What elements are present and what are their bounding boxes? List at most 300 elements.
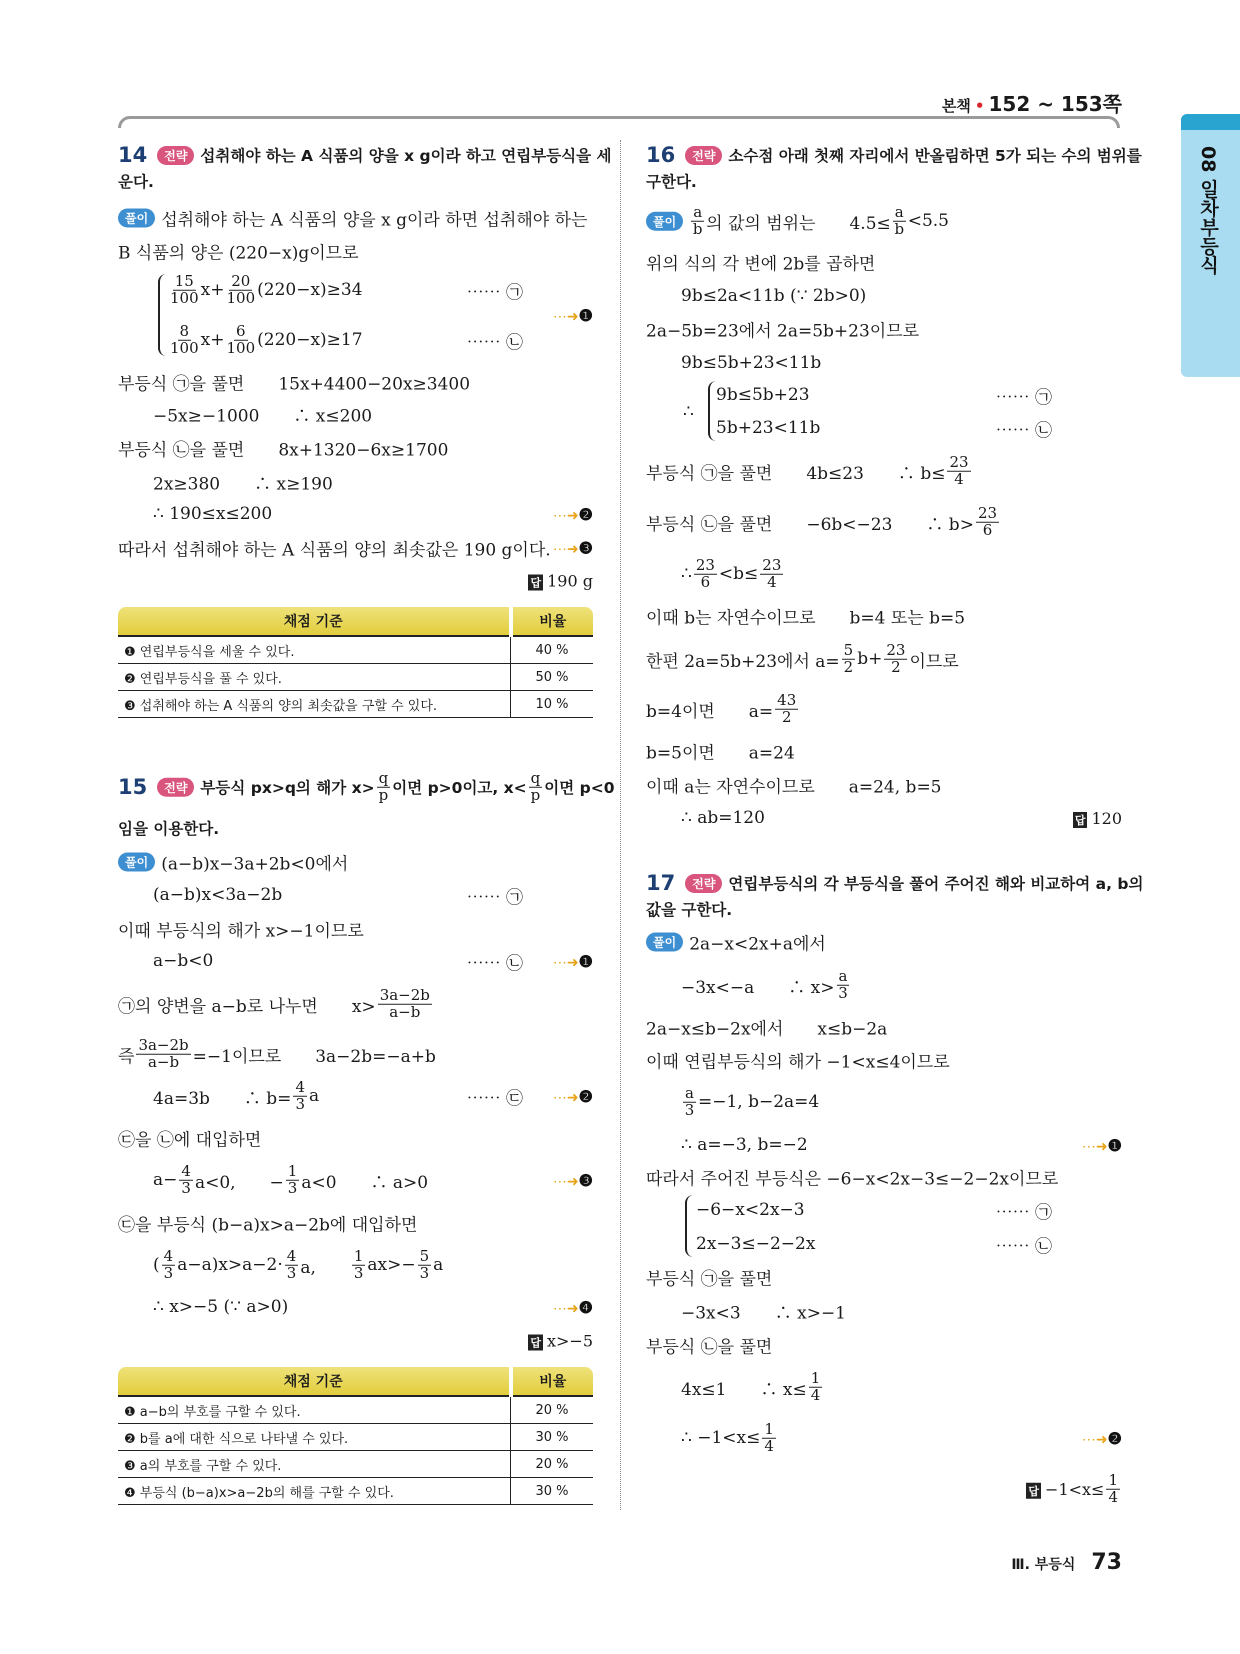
equation-label: ⋯⋯ ㉡	[466, 953, 523, 974]
ratio-cell: 20 %	[511, 1396, 594, 1424]
text-line	[118, 206, 593, 231]
equation-label: ⋯⋯ ㉢	[466, 1088, 523, 1109]
text-line	[118, 1211, 593, 1236]
table-header-row	[118, 607, 593, 636]
denominator: 3	[181, 1178, 191, 1197]
text-line	[118, 370, 593, 395]
numerator: 3a−2b	[379, 985, 430, 1004]
denominator: 3	[287, 1178, 298, 1197]
criterion-cell: ❶ a−b의 부호를 구할 수 있다.	[118, 1396, 511, 1424]
strategy-text: 소수점 아래 첫째 자리에서 반올림하면 5가 되는 수의 범위를	[728, 147, 1142, 165]
math-text: ∴ a=−3, b=−2	[681, 1135, 808, 1155]
text-line	[118, 1297, 593, 1317]
math-text: a−	[153, 1170, 178, 1190]
strategy-text: 구한다.	[646, 173, 697, 191]
chapter-tab[interactable]	[1181, 114, 1240, 377]
answer-value: 190 g	[547, 571, 593, 591]
numerator: 1	[353, 1246, 364, 1265]
solution-badge: 풀이	[646, 933, 683, 952]
criterion-cell: ❷ b를 a에 대한 식으로 나타낼 수 있다.	[118, 1424, 511, 1451]
step-number: ❷	[578, 504, 593, 524]
numerator: a	[894, 202, 904, 221]
denominator: 2	[843, 657, 854, 676]
text-line	[118, 850, 593, 875]
numerator: 1	[287, 1161, 298, 1180]
math-text: −3x<3 ∴ x>−1	[681, 1303, 847, 1324]
numerator: 1	[1108, 1470, 1118, 1489]
fraction	[1106, 1470, 1120, 1506]
strategy-text: 섭취해야 하는 A 식품의 양을 x g이라 하고 연립부등식을 세	[200, 147, 612, 165]
text-line	[118, 470, 593, 495]
strategy-badge: 전략	[685, 874, 722, 893]
ratio-cell: 30 %	[511, 1478, 594, 1505]
math-text: 부등식 ㉡을 풀면 −6b<−23 ∴ b>	[646, 514, 974, 535]
step-number: ❶	[578, 951, 593, 971]
math-text: 이때 a는 자연수이므로 a=24, b=5	[646, 777, 942, 798]
fraction	[179, 1161, 193, 1197]
fraction	[947, 452, 970, 488]
math-text: x+	[200, 280, 225, 300]
fraction	[170, 321, 199, 357]
numerator: 43	[777, 690, 797, 709]
text-line	[646, 317, 1122, 342]
step-marker	[1082, 1429, 1122, 1448]
text-line	[646, 1265, 1122, 1290]
text-line	[118, 768, 615, 804]
text-line	[118, 1126, 593, 1151]
text-line	[118, 1077, 593, 1113]
denominator: 3	[838, 983, 848, 1002]
numerator: 23	[949, 452, 969, 471]
fraction	[529, 768, 543, 804]
numerator: q	[530, 768, 541, 787]
text-line	[646, 1234, 1122, 1257]
math-text: b=4이면 a=	[646, 701, 774, 722]
table-row	[118, 1451, 593, 1478]
numerator: 23	[695, 555, 715, 574]
math-text: 2a−x≤b−2x에서 x≤b−2a	[646, 1019, 888, 1040]
math-text: 5b+23<11b	[716, 418, 821, 438]
text-line	[646, 1333, 1122, 1358]
numerator: 23	[886, 640, 906, 659]
answer	[528, 572, 593, 591]
ratio-cell: 30 %	[511, 1424, 594, 1451]
fraction	[809, 1368, 823, 1404]
numerator: 6	[236, 321, 246, 340]
math-text: 이때 연립부등식의 해가 −1<x≤4이므로	[646, 1052, 950, 1073]
numerator: 1	[764, 1419, 774, 1438]
numerator: 23	[762, 555, 782, 574]
text-line	[646, 353, 1122, 373]
fraction	[683, 1083, 696, 1119]
text-line	[118, 271, 593, 307]
step-number: ❸	[578, 1170, 593, 1190]
denominator: a−b	[147, 1052, 180, 1071]
math-text: 부등식 ㉠을 풀면 4b≤23 ∴ b≤	[646, 463, 946, 484]
math-text: x+	[200, 330, 225, 350]
text-line	[646, 1470, 1122, 1506]
math-text: 이때 부등식의 해가 x>−1이므로	[118, 921, 364, 942]
denominator: 3	[286, 1263, 297, 1282]
denominator: 4	[1108, 1487, 1118, 1506]
strategy-text: 운다.	[118, 173, 154, 191]
step-marker	[553, 539, 593, 558]
math-text: a,	[300, 1257, 350, 1278]
page-footer	[1011, 1550, 1122, 1575]
arrow-icon: ⋯➜	[1081, 1138, 1108, 1155]
denominator: 4	[764, 1436, 774, 1455]
text-line	[646, 1083, 1122, 1119]
answer-icon: 답	[1028, 1484, 1040, 1498]
text-line	[118, 143, 612, 167]
math-text: 2a−5b=23에서 2a=5b+23이므로	[646, 321, 920, 342]
section-label: Ⅲ. 부등식	[1011, 1557, 1076, 1573]
text-line	[646, 1048, 1122, 1073]
equation-label: ⋯⋯ ㉡	[995, 1236, 1052, 1257]
answer	[528, 1332, 593, 1351]
math-text: (a−b)x−3a+2b<0에서	[161, 854, 349, 875]
equation-label: ⋯⋯ ㉠	[995, 387, 1052, 408]
text-line	[118, 1332, 593, 1351]
table-row	[118, 664, 593, 691]
fraction	[293, 1077, 307, 1113]
math-text: 2x≥380 ∴ x≥190	[153, 474, 333, 495]
fraction	[226, 321, 256, 357]
answer-value: −1<x≤	[1045, 1479, 1105, 1499]
equation-label: ⋯⋯ ㉡	[466, 332, 523, 353]
problem-number: 16	[646, 143, 676, 167]
step-marker	[1082, 1136, 1122, 1155]
therefore-symbol: ∴	[683, 402, 694, 422]
text-line	[646, 1419, 1122, 1455]
column-header: 채점 기준	[118, 607, 511, 636]
math-text: ㉠의 양변을 a−b로 나누면 x>	[118, 996, 376, 1017]
math-text: a<0, −	[194, 1172, 284, 1193]
denominator: b	[894, 219, 905, 238]
fraction	[976, 503, 999, 539]
table-row	[118, 1424, 593, 1451]
numerator: q	[378, 768, 389, 787]
math-text: ax>−	[367, 1255, 416, 1275]
text-line	[646, 202, 1122, 238]
denominator: 6	[982, 520, 993, 539]
column-header: 채점 기준	[118, 1367, 511, 1396]
step-number: ❶	[578, 305, 593, 325]
numerator: 4	[286, 1246, 297, 1265]
fraction	[286, 1161, 300, 1197]
system-brace	[158, 274, 168, 356]
step-marker	[553, 306, 593, 325]
text-line	[646, 143, 1142, 167]
text-line	[646, 1015, 1122, 1040]
text-line	[118, 170, 593, 192]
math-text: <5.5	[907, 211, 949, 231]
step-marker	[553, 1298, 593, 1317]
math-text: 4a=3b ∴ b=	[153, 1088, 292, 1109]
chapter-tab-label: 08 일차부등식	[1197, 146, 1219, 275]
numerator: a	[685, 1083, 694, 1102]
text-line	[118, 402, 593, 427]
arrow-icon: ⋯➜	[552, 1173, 579, 1190]
fraction	[893, 202, 906, 238]
math-text: ∴	[681, 564, 692, 584]
right-column	[646, 0, 1144, 1654]
math-text: 2a−x<2x+a에서	[689, 934, 826, 955]
problem-number: 17	[646, 871, 676, 895]
math-text: a−a)x>a−2·	[177, 1255, 283, 1275]
strategy-badge: 전략	[157, 778, 194, 797]
column-divider	[620, 140, 621, 1510]
denominator: 3	[353, 1263, 364, 1282]
fraction	[162, 1246, 176, 1282]
page-number: 73	[1091, 1550, 1122, 1575]
math-text: ∴ ab=120	[681, 808, 765, 828]
answer	[1026, 1480, 1104, 1499]
math-text: =−1, b−2a=4	[697, 1092, 820, 1112]
text-line	[646, 604, 1122, 629]
ratio-cell: 10 %	[511, 691, 594, 718]
math-text: 부등식 ㉠을 풀면	[646, 1269, 773, 1290]
criterion-cell: ❸ 섭취해야 하는 A 식품의 양의 최솟값을 구할 수 있다.	[118, 691, 511, 718]
fraction	[760, 555, 783, 591]
numerator: 4	[295, 1077, 305, 1096]
math-text: b=5이면 a=24	[646, 743, 795, 764]
numerator: 5	[843, 640, 854, 659]
text-line	[646, 739, 1122, 764]
strategy-text: 이면 p>0이고, x<	[392, 779, 527, 797]
scoring-table-15	[118, 1367, 593, 1505]
numerator: 5	[419, 1246, 430, 1265]
column-header: 비율	[511, 1367, 594, 1396]
criterion-cell: ❶ 연립부등식을 세울 수 있다.	[118, 636, 511, 664]
fraction	[694, 555, 717, 591]
denominator: 3	[684, 1100, 695, 1119]
text-line	[646, 170, 1122, 192]
numerator: 20	[231, 271, 251, 290]
text-line	[646, 250, 1122, 275]
math-text: 의 값의 범위는 4.5≤	[706, 213, 891, 234]
solution-badge: 풀이	[646, 212, 683, 231]
math-text: a	[308, 1086, 320, 1106]
denominator: b	[692, 219, 703, 238]
step-number: ❷	[1107, 1428, 1122, 1448]
step-number: ❶	[1107, 1135, 1122, 1155]
denominator: 3	[295, 1094, 305, 1113]
text-line	[118, 321, 593, 357]
text-line	[646, 808, 1122, 828]
denominator: 100	[226, 288, 256, 307]
denominator: p	[378, 785, 389, 804]
text-line	[646, 503, 1122, 539]
denominator: 2	[891, 657, 901, 676]
text-line	[646, 1368, 1122, 1404]
strategy-text: 값을 구한다.	[646, 901, 733, 919]
arrow-icon: ⋯➜	[552, 954, 579, 971]
step-number: ❹	[578, 1297, 593, 1317]
solution-badge: 풀이	[118, 853, 155, 872]
arrow-icon: ⋯➜	[552, 507, 579, 524]
text-line	[118, 239, 593, 264]
math-text: a−b<0	[153, 951, 214, 971]
answer-value: x>−5	[546, 1331, 593, 1351]
page-range: 152 ~ 153쪽	[988, 92, 1122, 116]
denominator: 100	[170, 288, 199, 307]
math-text: 부등식 ㉡을 풀면	[646, 1337, 773, 1358]
math-text: ∴ −1<x≤	[681, 1428, 761, 1448]
fraction	[418, 1246, 432, 1282]
denominator: p	[530, 785, 541, 804]
text-line	[118, 536, 593, 561]
denominator: 3	[419, 1263, 430, 1282]
numerator: 8	[179, 321, 190, 340]
numerator: 1	[810, 1368, 821, 1387]
text-line	[646, 286, 1122, 306]
denominator: 100	[226, 338, 256, 357]
bullet: •	[974, 97, 985, 115]
math-text: 이므로	[909, 651, 959, 672]
math-text: a<0 ∴ a>0	[301, 1172, 429, 1193]
text-line	[646, 898, 1122, 920]
math-text: ㉢을 ㉡에 대입하면	[118, 1130, 262, 1151]
text-line	[646, 1200, 1122, 1223]
math-text: 한편 2a=5b+23에서 a=	[646, 651, 840, 672]
math-text: (a−b)x<3a−2b	[153, 885, 283, 905]
fraction	[884, 640, 907, 676]
math-text: 부등식 ㉠을 풀면 15x+4400−20x≥3400	[118, 374, 471, 395]
math-text: ∴ x>−5 (∵ a>0)	[153, 1297, 289, 1317]
table-row	[118, 636, 593, 664]
strategy-text: 부등식 px>q의 해가 x>	[200, 779, 375, 797]
ratio-cell: 20 %	[511, 1451, 594, 1478]
fraction	[136, 1035, 190, 1071]
text-line	[646, 773, 1122, 798]
problem-number: 14	[118, 143, 148, 167]
text-line	[118, 1035, 593, 1071]
denominator: 100	[170, 338, 199, 357]
math-text: 9b≤5b+23	[716, 385, 810, 405]
arrow-icon: ⋯➜	[552, 541, 579, 558]
fraction	[352, 1246, 366, 1282]
step-number: ❷	[578, 1086, 593, 1106]
text-line	[118, 885, 593, 908]
numerator: 15	[174, 271, 194, 290]
math-text: 9b≤5b+23<11b	[681, 353, 822, 373]
denominator: 2	[781, 707, 792, 726]
fraction	[226, 271, 256, 307]
math-text: 섭취해야 하는 A 식품의 양을 x g이라 하면 섭취해야 하는	[161, 210, 588, 231]
step-number: ❸	[578, 538, 593, 558]
strategy-badge: 전략	[157, 146, 194, 165]
math-text: (220−x)≥17	[257, 330, 363, 350]
strategy-text: 임을 이용한다.	[118, 820, 220, 838]
math-text: <b≤	[718, 564, 759, 584]
table-row	[118, 691, 593, 718]
fraction	[775, 690, 798, 726]
text-line	[118, 504, 593, 524]
fraction	[285, 1246, 299, 1282]
text-line	[646, 640, 1122, 676]
text-line	[646, 966, 1122, 1002]
fraction	[762, 1419, 776, 1455]
math-text: 따라서 주어진 부등식은 −6−x<2x−3≤−2−2x이므로	[646, 1169, 1059, 1190]
math-text: b+	[857, 649, 883, 669]
denominator: 3	[163, 1263, 174, 1282]
equation-label: ⋯⋯ ㉡	[995, 420, 1052, 441]
numerator: 4	[181, 1161, 191, 1180]
math-text: −6−x<2x−3	[696, 1200, 805, 1220]
text-line	[118, 436, 593, 461]
numerator: 23	[977, 503, 998, 522]
step-marker	[553, 1087, 593, 1106]
arrow-icon: ⋯➜	[552, 308, 579, 325]
math-text: 9b≤2a<11b (∵ 2b>0)	[681, 286, 867, 306]
answer-icon: 답	[1074, 813, 1086, 827]
math-text: (220−x)≥34	[257, 280, 363, 300]
text-line	[118, 817, 593, 839]
ratio-cell: 40 %	[511, 636, 594, 664]
table-row	[118, 1478, 593, 1505]
fraction	[170, 271, 199, 307]
column-header: 비율	[511, 607, 594, 636]
answer	[1073, 809, 1122, 828]
denominator: 4	[767, 572, 777, 591]
text-line	[118, 917, 593, 942]
answer-value: 120	[1091, 808, 1122, 828]
equation-label: ⋯⋯ ㉠	[466, 887, 523, 908]
scoring-table-14	[118, 607, 593, 718]
math-text: 위의 식의 각 변에 2b를 곱하면	[646, 254, 876, 275]
text-line	[646, 1299, 1122, 1324]
denominator: 4	[810, 1385, 821, 1404]
arrow-icon: ⋯➜	[552, 1089, 579, 1106]
math-text: 2x−3≤−2−2x	[696, 1234, 816, 1254]
system-brace	[685, 1195, 695, 1257]
math-text: 이때 b는 자연수이므로 b=4 또는 b=5	[646, 608, 966, 629]
solution-badge: 풀이	[118, 209, 155, 228]
book-label: 본책	[941, 97, 971, 115]
denominator: 6	[700, 572, 711, 591]
fraction	[378, 985, 432, 1021]
text-line	[646, 452, 1122, 488]
equation-label: ⋯⋯ ㉠	[466, 282, 523, 303]
denominator: 4	[954, 469, 964, 488]
arrow-icon: ⋯➜	[552, 1300, 579, 1317]
fraction	[837, 966, 850, 1002]
numerator: a	[838, 966, 848, 985]
math-text: −3x<−a ∴ x>	[681, 977, 835, 998]
step-marker	[553, 1171, 593, 1190]
answer-icon: 답	[530, 1336, 541, 1350]
strategy-text: 이면 p<0	[544, 779, 615, 797]
math-text: 따라서 섭취해야 하는 A 식품의 양의 최솟값은 190 g이다.	[118, 540, 551, 561]
step-marker	[553, 505, 593, 524]
text-line	[118, 1161, 593, 1197]
criterion-cell: ❸ a의 부호를 구할 수 있다.	[118, 1451, 511, 1478]
ratio-cell: 50 %	[511, 664, 594, 691]
fraction	[377, 768, 391, 804]
math-text: (	[153, 1255, 160, 1275]
text-line	[118, 1246, 593, 1282]
math-text: B 식품의 양은 (220−x)g이므로	[118, 243, 359, 264]
math-text: ∴ 190≤x≤200	[153, 504, 273, 524]
problem-number: 15	[118, 775, 148, 799]
criterion-cell: ❷ 연립부등식을 풀 수 있다.	[118, 664, 511, 691]
math-text: a	[433, 1255, 444, 1275]
strategy-badge: 전략	[685, 146, 722, 165]
text-line	[118, 572, 593, 591]
numerator: 3a−2b	[138, 1035, 189, 1054]
table-header-row	[118, 1367, 593, 1396]
